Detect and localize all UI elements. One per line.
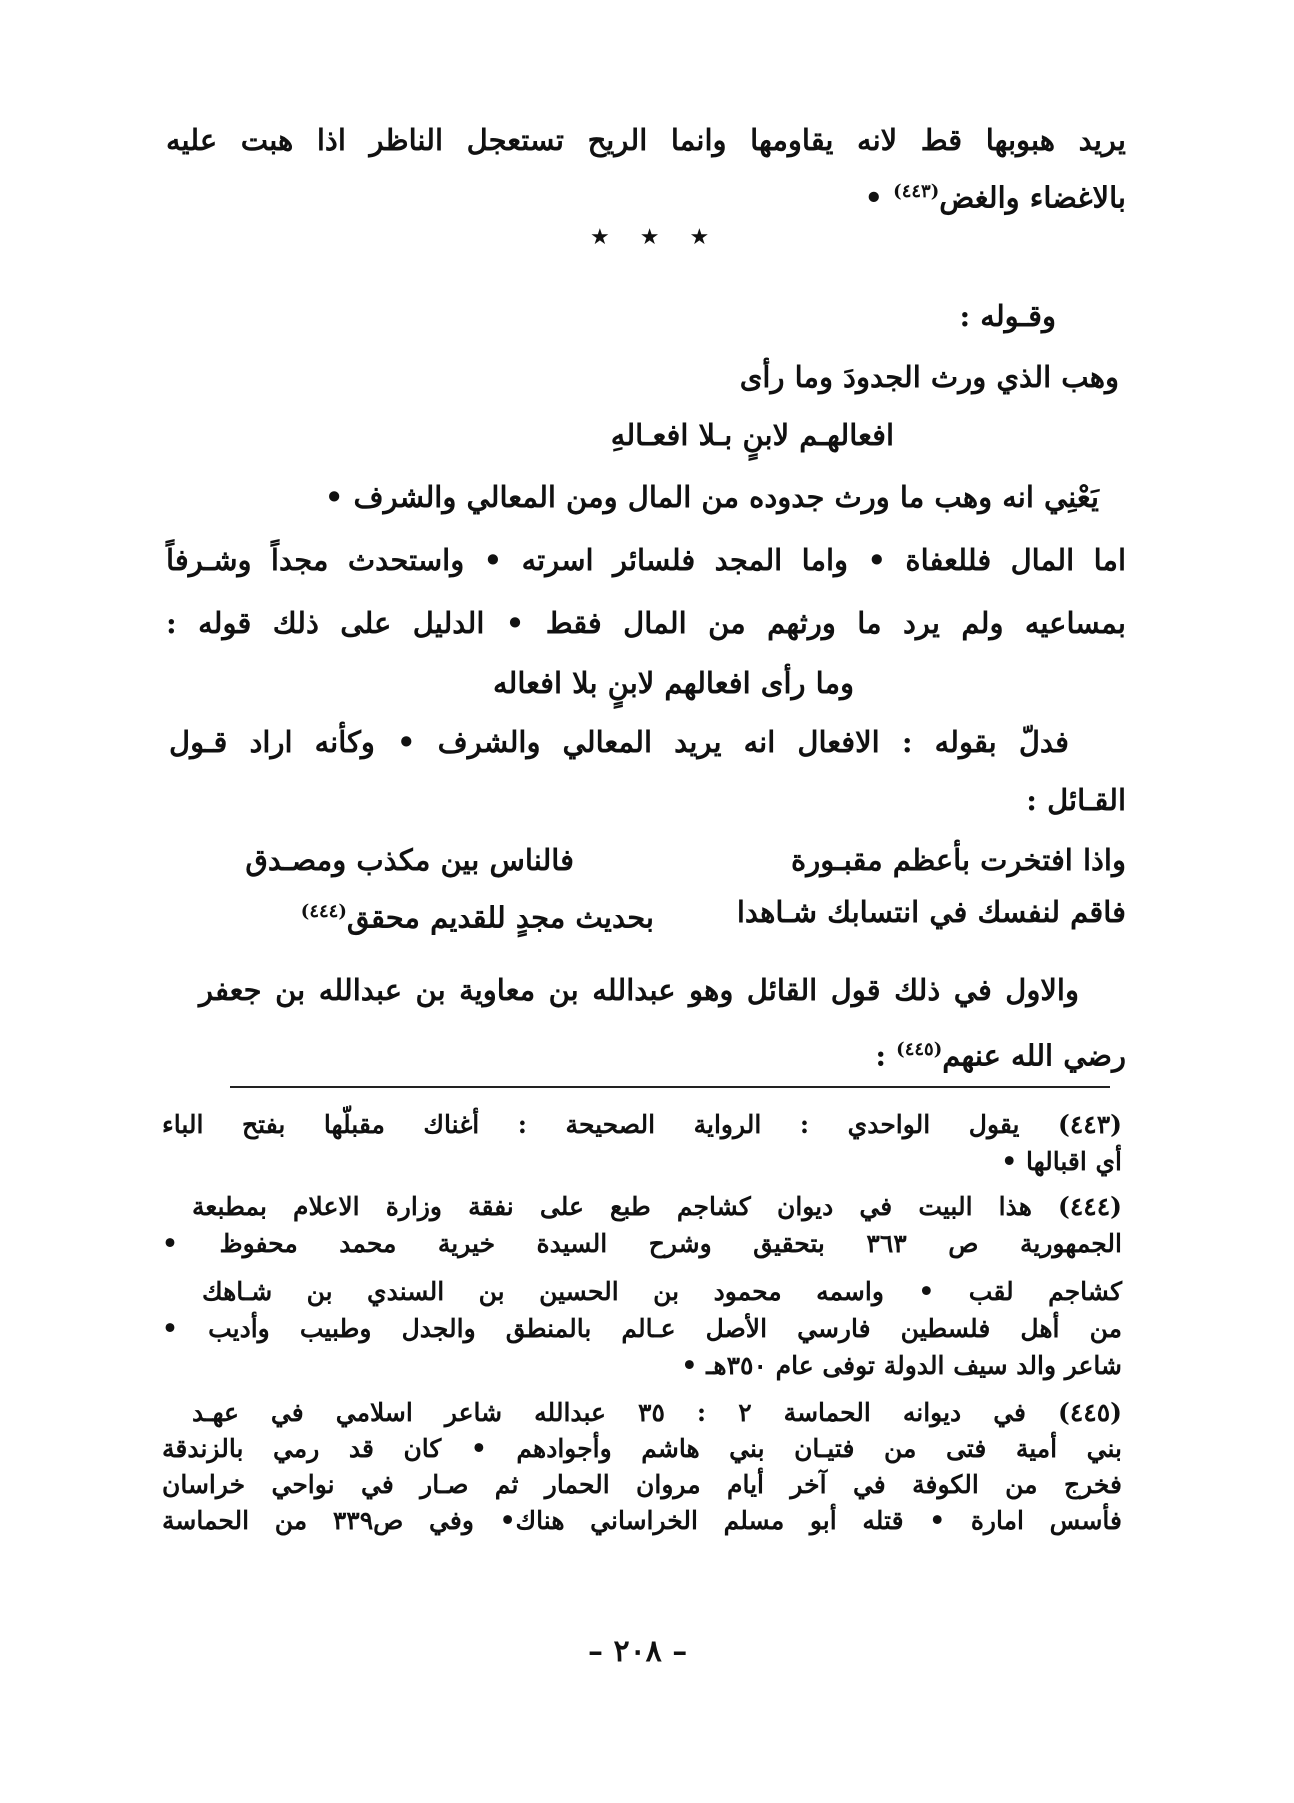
text-line-9-tail: : [875,1038,897,1073]
footnote-444-line-5: شاعر والد سيف الدولة توفى عام ٣٥٠هـ • [681,1351,1122,1380]
text-line-6: فدلّ بقوله : الافعال انه يريد المعالي والشرف • وكأنه اراد قـول [169,725,1069,759]
footnote-443-line-2: أي اقبالها • [1001,1147,1122,1176]
footnote-444-line-3: كشاجم لقب • واسمه محمود بن الحسين بن السندي بن شـاهك [202,1277,1122,1306]
verse-line-1: وهب الذي ورث الجدودَ وما رأى [739,360,1119,394]
text-line-4: اما المال فللعفاة • واما المجد فلسائر اسرته • واستحدث مجداً وشـرفاً [166,543,1126,577]
section-divider-stars: ★★★ [590,225,740,250]
text-line-1: يريد هبوبها قط لانه يقاومها وانما الريح تستعجل الناظر اذا هبت عليه [166,123,1126,157]
footnote-444-line-2: الجمهورية ص ٣٦٣ بتحقيق وشرح السيدة خيرية محمد محفوظ • [162,1229,1122,1258]
poem-1-hemistich-2: فالناس بين مكذب ومصـدق [245,843,574,877]
footnote-445-line-1: (٤٤٥) في ديوانه الحماسة ٢ : ٣٥ عبدالله شاعر اسلامي في عهـد [192,1398,1122,1427]
text-line-2-body: بالاغضاء والغض [939,180,1126,215]
text-line-9-body: رضي الله عنهم [942,1038,1126,1073]
text-line-heading: وقـوله : [959,299,1056,333]
footnote-445-line-2: بني أمية فتى من فتيـان بني هاشم وأجوادهم • كان قد رمي بالزندقة [162,1434,1122,1463]
footnote-separator [230,1086,1110,1088]
verse-quote: وما رأى افعالهم لابنٍ بلا افعاله [492,666,854,700]
footnote-444-line-4: من أهل فلسطين فارسي الأصل عـالم بالمنطق والجدل وطبيب وأديب • [162,1314,1122,1343]
poem-1-hemistich-1: واذا افتخرت بأعظم مقبـورة [791,843,1126,877]
footnote-445-line-4: فأسس امارة • قتله أبو مسلم الخراساني هناك• وفي ص٣٣٩ من الحماسة [162,1506,1123,1535]
text-line-7: القـائل : [1026,783,1126,817]
poem-2-hemistich-2 [301,892,654,938]
page-number: – ٢٠٨ – [588,1634,688,1669]
text-line-3: يَعْنِي انه وهب ما ورث جدوده من المال ومن المعالي والشرف • [324,480,1099,514]
footnote-445-line-3: فخرج من الكوفة في آخر أيام مروان الحمار ثم صـار في نواحي خراسان [162,1470,1122,1499]
footnote-ref-444: (٤٤٤) [300,901,347,922]
text-line-2-tail: • [864,180,894,215]
poem-2-hemistich-1: فاقم لنفسك في انتسابك شـاهدا [736,895,1126,929]
footnote-443-line-1: (٤٤٣) يقول الواحدي : الرواية الصحيحة : أغناك مقبلّها بفتح الباء [162,1110,1122,1139]
footnote-444-line-1: (٤٤٤) هذا البيت في ديوان كشاجم طبع على نفقة وزارة الاعلام بمطبعة [192,1192,1122,1221]
verse-line-2: افعالهـم لابنٍ بـلا افعـالهِ [610,418,894,452]
text-line-9 [875,1030,1126,1076]
poem-2-hemistich-2-text: بحديث مجدٍ للقديم محقق [346,900,654,935]
footnote-ref-445: (٤٤٥) [896,1039,943,1060]
text-line-5: بمساعيه ولم يرد ما ورثهم من المال فقط • الدليل على ذلك قوله : [166,606,1126,640]
footnote-ref-443: (٤٤٣) [893,181,940,202]
text-line-2 [166,172,1126,218]
text-line-8: والاول في ذلك قول القائل وهو عبدالله بن معاوية بن عبدالله بن جعفر [199,973,1079,1007]
